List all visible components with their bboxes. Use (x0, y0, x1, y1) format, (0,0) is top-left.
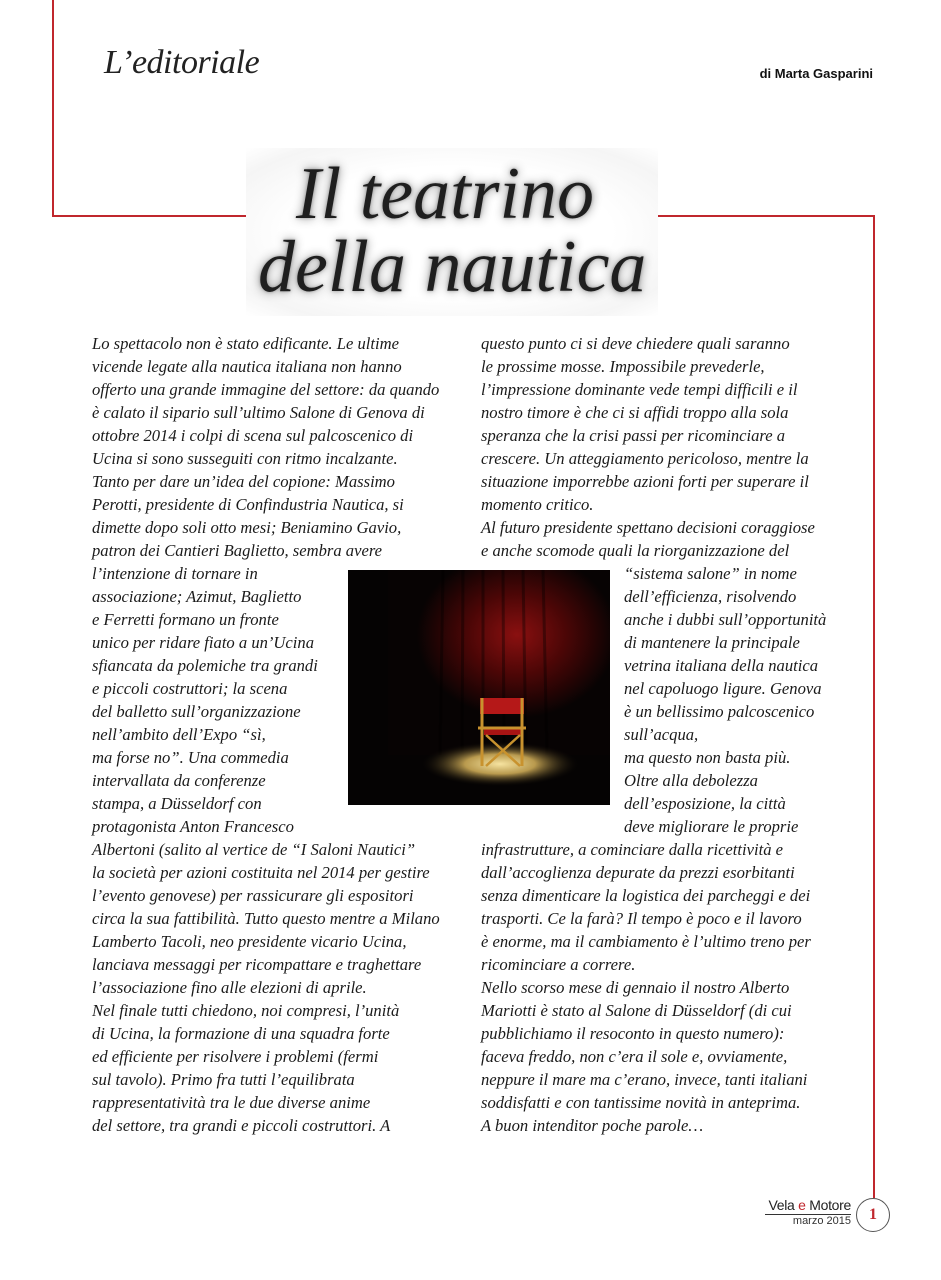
body-line: ricominciare a correre. (481, 955, 636, 974)
body-line: ma forse no”. Una commedia (92, 748, 289, 767)
body-line: neppure il mare ma c’erano, invece, tanti italiani (481, 1070, 808, 1089)
body-line: unico per ridare fiato a un’Ucina (92, 633, 314, 652)
body-line: vetrina italiana della nautica (624, 656, 819, 675)
body-line: Perotti, presidente di Confindustria Nautica, si (92, 495, 404, 514)
frame-line-right-vertical (873, 215, 875, 1198)
body-line: Tanto per dare un’idea del copione: Massimo (92, 472, 395, 491)
body-line: e anche scomode quali la riorganizzazione del (481, 541, 790, 560)
body-line: la società per azioni costituita nel 2014 per gestire (92, 863, 430, 882)
body-line: “sistema salone” in nome (624, 564, 797, 583)
body-line: nostro timore è che ci si affidi troppo alla sola (481, 403, 789, 422)
body-line: infrastrutture, a cominciare dalla ricettività e (481, 840, 784, 859)
body-line: circa la sua fattibilità. Tutto questo mentre a Milano (92, 909, 440, 928)
body-line: Oltre alla debolezza (624, 771, 758, 790)
body-line: di Ucina, la formazione di una squadra forte (92, 1024, 390, 1043)
body-line: l’impressione dominante vede tempi difficili e il (481, 380, 798, 399)
body-line: stampa, a Düsseldorf con (92, 794, 262, 813)
body-line: è enorme, ma il cambiamento è l’ultimo treno per (481, 932, 811, 951)
body-line: del balletto sull’organizzazione (92, 702, 301, 721)
body-line: dell’esposizione, la città (624, 794, 786, 813)
issue-date: marzo 2015 (792, 1215, 851, 1227)
body-line: del settore, tra grandi e piccoli costruttori. A (92, 1116, 391, 1135)
page-number: 1 (856, 1198, 890, 1232)
body-line: offerto una grande immagine del settore: da quando (92, 380, 440, 399)
body-line: le prossime mosse. Impossibile prevederle, (481, 357, 765, 376)
body-line: l’intenzione di tornare in (92, 564, 258, 583)
body-line: dall’accoglienza depurate da prezzi esorbitanti (481, 863, 795, 882)
frame-line-left-vertical (52, 0, 54, 217)
body-line: A buon intenditor poche parole… (481, 1116, 704, 1135)
body-line: vicende legate alla nautica italiana non hanno (92, 357, 402, 376)
body-line: nell’ambito dell’Expo “sì, (92, 725, 266, 744)
body-line: speranza che la crisi passi per ricominciare a (481, 426, 786, 445)
body-line: l’associazione fino alle elezioni di aprile. (92, 978, 367, 997)
section-label: L’editoriale (104, 44, 260, 81)
body-line: protagonista Anton Francesco (92, 817, 294, 836)
body-line: faceva freddo, non c’era il sole e, ovviamente, (481, 1047, 788, 1066)
body-line: anche i dubbi sull’opportunità (624, 610, 827, 629)
body-line: Ucina si sono susseguiti con ritmo incalzante. (92, 449, 398, 468)
body-line: Lamberto Tacoli, neo presidente vicario Ucina, (92, 932, 407, 951)
headline-line-1: Il teatrino (296, 153, 595, 235)
body-line: è un bellissimo palcoscenico (624, 702, 815, 721)
body-line: dimette dopo soli otto mesi; Beniamino Gavio, (92, 518, 402, 537)
body-line: Al futuro presidente spettano decisioni coraggiose (481, 518, 815, 537)
body-line: questo punto ci si deve chiedere quali saranno (481, 334, 790, 353)
body-line: Nel finale tutti chiedono, noi compresi, l’unità (92, 1001, 400, 1020)
author-byline: di Marta Gasparini (759, 66, 873, 81)
body-line: rappresentatività tra le due diverse anime (92, 1093, 371, 1112)
director-chair-photo (348, 570, 610, 805)
body-line: Nello scorso mese di gennaio il nostro Alberto (481, 978, 790, 997)
body-line: trasporti. Ce la farà? Il tempo è poco e il lavoro (481, 909, 802, 928)
body-line: soddisfatti e con tantissime novità in anteprima. (481, 1093, 801, 1112)
body-line: sul tavolo). Primo fra tutti l’equilibrata (92, 1070, 355, 1089)
body-line: l’evento genovese) per rassicurare gli espositori (92, 886, 414, 905)
body-line: ottobre 2014 i colpi di scena sul palcoscenico di (92, 426, 414, 445)
magazine-name (768, 1197, 851, 1213)
body-line: Albertoni (salito al vertice de “I Saloni Nautici” (92, 840, 416, 859)
body-line: Mariotti è stato al Salone di Düsseldorf (di cui (481, 1001, 792, 1020)
body-line: patron dei Cantieri Baglietto, sembra avere (92, 541, 383, 560)
body-line: dell’efficienza, risolvendo (624, 587, 797, 606)
body-line: associazione; Azimut, Baglietto (92, 587, 302, 606)
body-line: di mantenere la principale (624, 633, 800, 652)
body-line: situazione imporrebbe azioni forti per superare il (481, 472, 809, 491)
body-line: nel capoluogo ligure. Genova (624, 679, 822, 698)
body-line: Lo spettacolo non è stato edificante. Le ultime (92, 334, 399, 353)
body-line: ed efficiente per risolvere i problemi (fermi (92, 1047, 379, 1066)
body-line: lanciava messaggi per ricompattare e traghettare (92, 955, 422, 974)
body-line: momento critico. (481, 495, 594, 514)
body-line: deve migliorare le proprie (624, 817, 799, 836)
body-line: sull’acqua, (624, 725, 699, 744)
body-line: crescere. Un atteggiamento pericoloso, mentre la (481, 449, 809, 468)
body-line: e piccoli costruttori; la scena (92, 679, 288, 698)
body-line: e Ferretti formano un fronte (92, 610, 279, 629)
stage-illustration (348, 570, 610, 805)
magazine-name-part: Motore (805, 1197, 851, 1213)
body-line: senza dimenticare la logistica dei parcheggi e dei (481, 886, 811, 905)
body-line: ma questo non basta più. (624, 748, 791, 767)
magazine-name-accent: e (798, 1197, 806, 1213)
body-line: è calato il sipario sull’ultimo Salone di Genova di (92, 403, 425, 422)
headline-line-2: della nautica (258, 226, 647, 308)
magazine-name-part: Vela (768, 1197, 799, 1213)
body-line: sfiancata da polemiche tra grandi (92, 656, 318, 675)
body-line: intervallata da conferenze (92, 771, 266, 790)
body-line: pubblichiamo il resoconto in questo numero): (481, 1024, 785, 1043)
